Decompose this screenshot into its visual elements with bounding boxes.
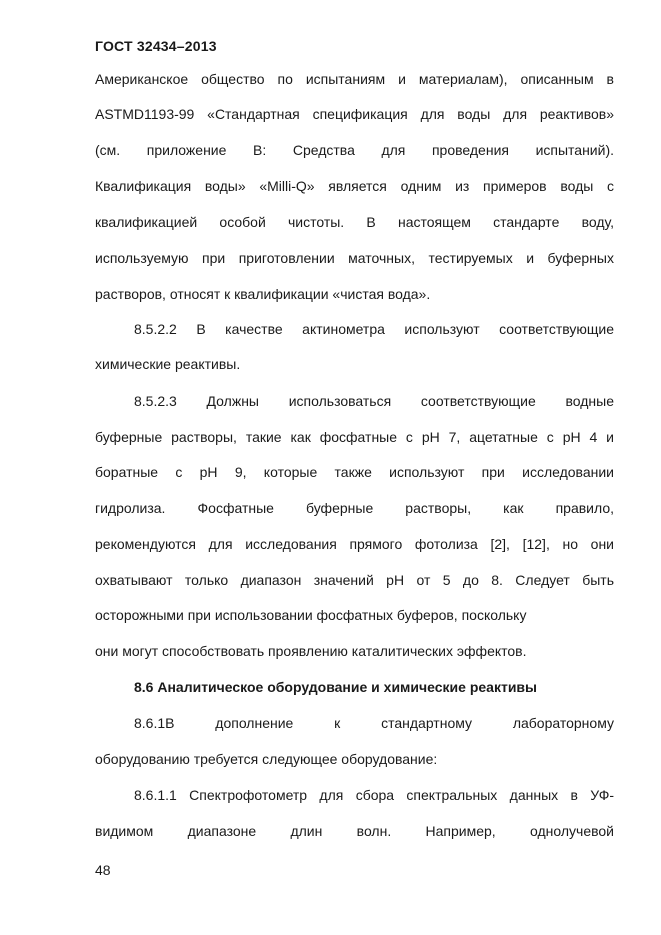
text-line: оборудованию требуется следующее оборудование: bbox=[95, 751, 438, 767]
text-line: они могут способствовать проявлению каталитических эффектов. bbox=[95, 643, 527, 659]
page-number: 48 bbox=[95, 862, 111, 878]
text-line: Американское общество по испытаниям и материалам), описанным в bbox=[95, 71, 614, 87]
text-line: буферные растворы, такие как фосфатные с pH 7, ацетатные с pH 4 и bbox=[95, 429, 614, 445]
text-line: 8.6.1В дополнение к стандартному лабораторному bbox=[134, 715, 614, 731]
text-line: квалификацией особой чистоты. В настоящем стандарте воду, bbox=[95, 214, 614, 230]
document-header: ГОСТ 32434–2013 bbox=[95, 38, 217, 54]
text-line: ASTMD1193-99 «Стандартная спецификация для воды для реактивов» bbox=[95, 106, 614, 122]
text-line: химические реактивы. bbox=[95, 356, 241, 372]
text-line: осторожными при использовании фосфатных буферов, поскольку bbox=[95, 607, 527, 623]
text-line: используемую при приготовлении маточных, тестируемых и буферных bbox=[95, 250, 614, 266]
text-line: 8.5.2.3 Должны использоваться соответствующие водные bbox=[134, 393, 614, 409]
text-line: растворов, относят к квалификации «чистая вода». bbox=[95, 286, 431, 302]
text-line: (см. приложение В: Средства для проведения испытаний). bbox=[95, 142, 614, 158]
text-line: Квалификация воды» «Milli-Q» является одним из примеров воды с bbox=[95, 178, 614, 194]
section-heading: 8.6 Аналитическое оборудование и химические реактивы bbox=[134, 679, 537, 695]
text-line: гидролиза. Фосфатные буферные растворы, как правило, bbox=[95, 500, 614, 516]
text-line: боратные с pH 9, которые также используют при исследовании bbox=[95, 464, 614, 480]
text-line: видимом диапазоне длин волн. Например, однолучевой bbox=[95, 823, 614, 839]
text-line: охватывают только диапазон значений pH от 5 до 8. Следует быть bbox=[95, 572, 614, 588]
text-line: 8.5.2.2 В качестве актинометра используют соответствующие bbox=[134, 321, 614, 337]
text-line: рекомендуются для исследования прямого фотолиза [2], [12], но они bbox=[95, 536, 614, 552]
text-line: 8.6.1.1 Спектрофотометр для сбора спектральных данных в УФ- bbox=[134, 787, 614, 803]
